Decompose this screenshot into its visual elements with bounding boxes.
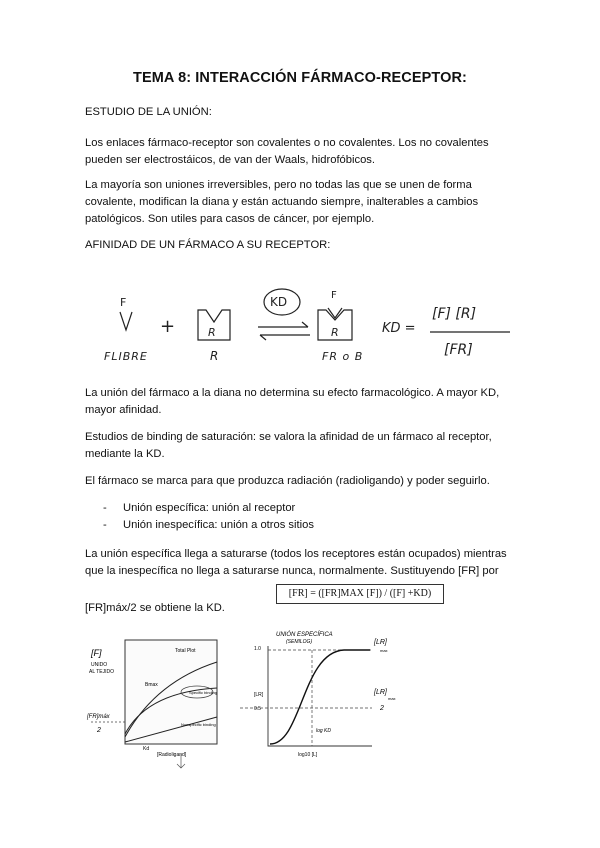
nonspecific-binding-label: Nonspecific binding — [181, 722, 216, 727]
y-tick-top: 1.0 — [254, 646, 261, 652]
sketch-plus: + — [160, 316, 176, 337]
kd-label: Kd — [143, 746, 150, 752]
specific-binding-label: Specific binding — [189, 690, 218, 695]
semilog-right-labels — [372, 636, 402, 726]
lr-half-label: [LR] — [374, 689, 387, 696]
sketch-f1: F — [120, 296, 127, 309]
section-heading-afinidad: AFINIDAD DE UN FÁRMACO A SU RECEPTOR: — [85, 239, 331, 251]
log-kd-label: log KD — [316, 728, 332, 734]
semilog-binding-figure — [240, 628, 380, 760]
kd-formula: [FR] = ([FR]MAX [F]) / ([F] +KD) — [276, 584, 444, 604]
lr-half-sub: max — [388, 696, 396, 701]
radioligand-label: [Radioligand] — [157, 752, 187, 758]
half-max-den: 2 — [97, 727, 101, 734]
page-title: TEMA 8: INTERACCIÓN FÁRMACO-RECEPTOR: — [133, 70, 467, 86]
paragraph-radioligando: El fármaco se marca para que produzca radiación (radioligando) y poder seguirlo. — [85, 475, 490, 487]
y-label-unido: UNIDO — [91, 662, 108, 668]
sketch-frob: FR o B — [322, 350, 364, 363]
paragraph-union-diana: La unión del fármaco a la diana no determina su efecto farmacológico. A mayor KD, mayor afinidad. — [85, 387, 500, 416]
sketch-denominator: [FR] — [444, 342, 473, 358]
y-label-f: [F] — [91, 648, 102, 658]
section-heading-union: ESTUDIO DE LA UNIÓN: — [85, 106, 212, 118]
total-plot-label: Total Plot — [175, 648, 196, 654]
paragraph-binding: Estudios de binding de saturación: se valora la afinidad de un fármaco al receptor, mediante la KD. — [85, 431, 492, 460]
paragraph-irreversibles: La mayoría son uniones irreversibles, pero no todas las que se unen de forma covalente, modifican la diana y están actuando siempre, inalterables a cambios patológicos. Son utiles para casos de cáncer, por ejemplo. — [85, 179, 479, 225]
bmax-label: Bmax — [145, 682, 158, 688]
sketch-kd: KD — [270, 295, 288, 309]
sketch-numerator: [F] [R] — [432, 306, 477, 322]
binding-curves-figure — [85, 622, 225, 772]
lr-max-label: [LR] — [374, 639, 387, 646]
list-item: - Unión específica: unión al receptor — [103, 502, 296, 514]
top-label: UNIÓN ESPECÍFICA — [276, 632, 333, 638]
paragraph-fr-max: [FR]máx/2 se obtiene la KD. — [85, 602, 225, 614]
sketch-kd-equals: KD = — [382, 321, 416, 336]
x-axis-label: log10 [L] — [298, 752, 318, 758]
sketch-r-below: R — [210, 349, 219, 363]
sketch-r2: R — [331, 326, 339, 339]
sketch-flibre: FLIBRE — [104, 350, 148, 363]
sketch-f2: F — [331, 290, 337, 301]
paragraph-enlaces: Los enlaces fármaco-receptor son covalentes o no covalentes. Los no covalentes pueden ser electrostáicos, de van der Waals, hidrofóbicos. — [85, 137, 489, 166]
y-tick-half: 0.5 — [254, 706, 261, 712]
lr-half-den: 2 — [380, 705, 384, 712]
lr-max-sub: max — [380, 648, 388, 653]
binding-sketch — [100, 282, 520, 372]
y-axis-label: [LR] — [254, 692, 264, 698]
sketch-r-inside: R — [208, 326, 216, 339]
paragraph-saturacion: La unión específica llega a saturarse (todos los receptores están ocupados) mientras que la inespecífica no llega a saturarse nunca, normalmente. Sustituyendo [FR] por — [85, 548, 507, 577]
y-label-tejido: AL TEJIDO — [89, 669, 115, 675]
top-label-2: (SEMILOG) — [286, 639, 313, 645]
half-max-label: [FR]máx — [87, 714, 110, 720]
list-item: - Unión inespecífica: unión a otros sitios — [103, 519, 314, 531]
